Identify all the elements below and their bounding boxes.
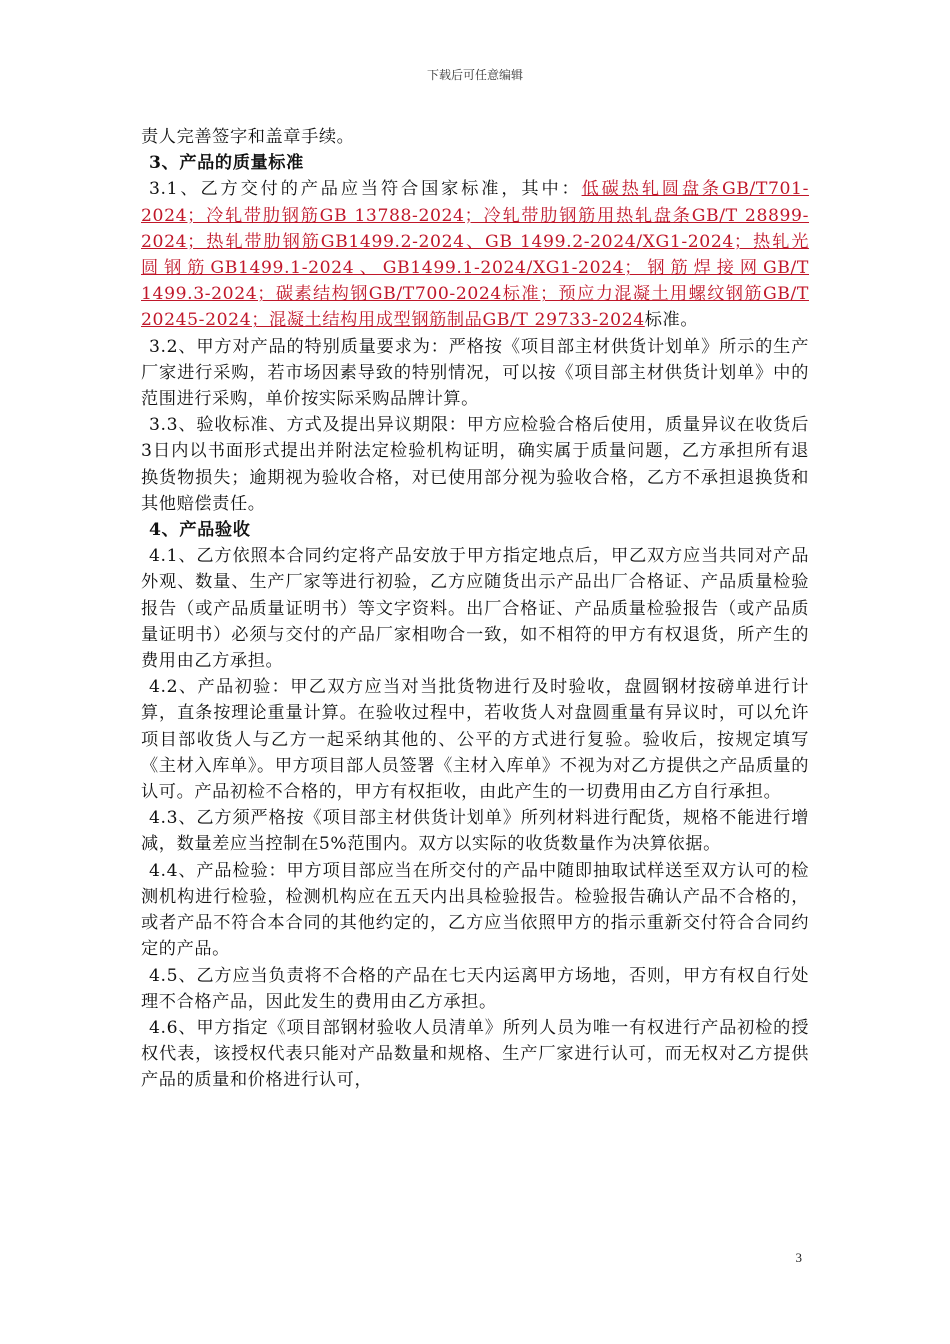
page-header: 下载后可任意编辑 xyxy=(426,68,523,82)
clause-3-1-suffix: 标准。 xyxy=(644,310,699,331)
paragraph-continuation: 责人完善签字和盖章手续。 xyxy=(141,127,355,147)
clause-4-2: 4.2、产品初验：甲乙双方应当对当批货物进行及时验收，盘圆钢材按磅单进行计算，直条按理论重量计算。在验收过程中，若收货人对盘圆重量有异议时，可以允许项目部收货人与乙方一起采纳其他的、公平的方式进行复验。验收后，按规定填写《主材入库单》。甲方项目部人员签署《主材入库单》不视为对乙方提供之产品质量的认可。产品初检不合格的，甲方有权拒收，由此产生的一切费用由乙方自行承担。 xyxy=(141,677,809,803)
clause-3-2: 3.2、甲方对产品的特别质量要求为：严格按《项目部主材供货计划单》所示的生产厂家进行采购，若市场因素导致的特别情况，可以按《项目部主材供货计划单》中的范围进行采购，单价按实际采购品牌计算。 xyxy=(141,336,809,410)
clause-3-1-standards-list: 低碳热轧圆盘条GB/T701-2024；冷轧带肋钢筋GB 13788-2024；冷轧带肋钢筋用热轧盘条GB/T 28899-2024；热轧带肋钢筋GB1499.2-2024、GB 1499.2-2024/XG1-2024；热轧光圆钢筋GB1499.1-2024、GB1499.1-2024/XG1-2024；钢筋焊接网GB/T 1499.3-2024；碳素结构钢GB/T700-2024标准；预应力混凝土用螺纹钢筋GB/T 20245-2024；混凝土结构用成型钢筋制品GB/T 29733-2024 xyxy=(141,179,809,331)
clause-4-5: 4.5、乙方应当负责将不合格的产品在七天内运离甲方场地，否则，甲方有权自行处理不合格产品，因此发生的费用由乙方承担。 xyxy=(141,965,809,1012)
clause-3-3: 3.3、验收标准、方式及提出异议期限：甲方应检验合格后使用，质量异议在收货后3日内以书面形式提出并附法定检验机构证明，确实属于质量问题，乙方承担所有退换货物损失；逾期视为验收合格，对已使用部分视为验收合格，乙方不承担退换货和其他赔偿责任。 xyxy=(141,415,809,514)
section-heading-quality-standards: 3、产品的质量标准 xyxy=(149,153,304,174)
clause-4-6: 4.6、甲方指定《项目部钢材验收人员清单》所列人员为唯一有权进行产品初检的授权代表，该授权代表只能对产品数量和规格、生产厂家进行认可，而无权对乙方提供产品的质量和价格进行认可， xyxy=(141,1017,809,1091)
clause-4-1: 4.1、乙方依照本合同约定将产品安放于甲方指定地点后，甲乙双方应当共同对产品外观、数量、生产厂家等进行初验，乙方应随货出示产品出厂合格证、产品质量检验报告（或产品质量证明书）等文字资料。出厂合格证、产品质量检验报告（或产品质量证明书）必须与交付的产品厂家相吻合一致，如不相符的甲方有权退货，所产生的费用由乙方承担。 xyxy=(141,546,809,672)
clause-3-1-prefix: 3.1、乙方交付的产品应当符合国家标准，其中： xyxy=(149,179,582,200)
clause-4-4: 4.4、产品检验：甲方项目部应当在所交付的产品中随即抽取试样送至双方认可的检测机构进行检验，检测机构应在五天内出具检验报告。检验报告确认产品不合格的，或者产品不符合本合同的其他约定的，乙方应当依照甲方的指示重新交付符合合同约定的产品。 xyxy=(141,860,809,960)
page-number: 3 xyxy=(795,1250,802,1265)
clause-4-3: 4.3、乙方须严格按《项目部主材供货计划单》所列材料进行配货，规格不能进行增减，数量差应当控制在5%范围内。双方以实际的收货数量作为决算依据。 xyxy=(141,808,809,855)
clause-3-1 xyxy=(141,176,809,333)
document-body xyxy=(141,124,809,1094)
section-heading-product-acceptance: 4、产品验收 xyxy=(149,520,251,541)
